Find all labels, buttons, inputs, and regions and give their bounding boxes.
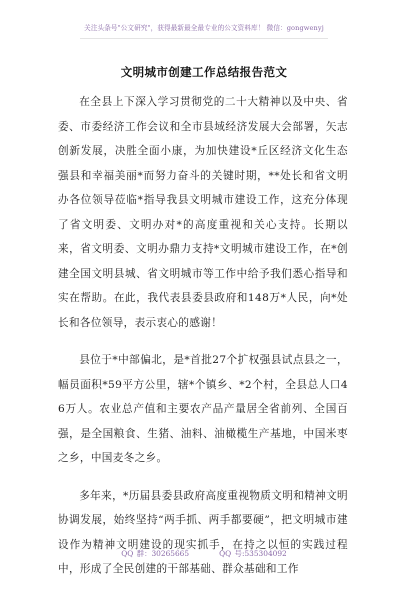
header-banner: 关注头条号"公文研究"，获得最新最全最专业的公文资料库！ 微信：gongwenyj — [84, 24, 324, 32]
header-divider — [80, 38, 328, 39]
document-body — [58, 90, 348, 595]
footer-qq-number: QQ 号:535304092 — [219, 549, 287, 558]
footer-qq-group: QQ 群：30265665 — [121, 549, 190, 558]
paragraph-3: 多年来，*历届县委县政府高度重视物质文明和精神文明协调发展，始终坚持“两手抓、两手都要硬”，把文明城市建设作为精神文明建设的现实抓手，在持之以恒的实践过程中，形成了全民创建的干部基础、群众基础和工作 — [58, 489, 348, 575]
paragraph-2: 县位于*中部偏北，是*首批27个扩权强县试点县之一，幅员面积*59平方公里，辖*个镇乡、*2个村，全县总人口46万人。农业总产值和主要农产品产量居全省前列、全国百强，是全国粮食、生猪、油料、油橄榄生产基地，中国米枣之乡，中国麦冬之乡。 — [58, 354, 348, 464]
footer-contact — [0, 548, 408, 559]
paragraph-1: 在全县上下深入学习贯彻党的二十大精神以及中央、省委、市委经济工作会议和全市县域经济发展大会部署，矢志创新发展，决胜全面小康，为加快建设*丘区经济文化生态强县和幸福美丽*而努力奋斗的关键时期，**处长和省文明办各位领导莅临*指导我县文明城市建设工作，这充分体现了省文明委、文明办对*的高度重视和关心支持。长期以来，省文明委、文明办鼎力支持*文明城市建设工作，在*创建全国文明县城、省文明城市等工作中给予我们悉心指导和实在帮助。在此，我代表县委县政府和148万*人民，向*处长和各位领导，表示衷心的感谢！ — [58, 96, 348, 329]
document-title: 文明城市创建工作总结报告范文 — [120, 65, 288, 79]
